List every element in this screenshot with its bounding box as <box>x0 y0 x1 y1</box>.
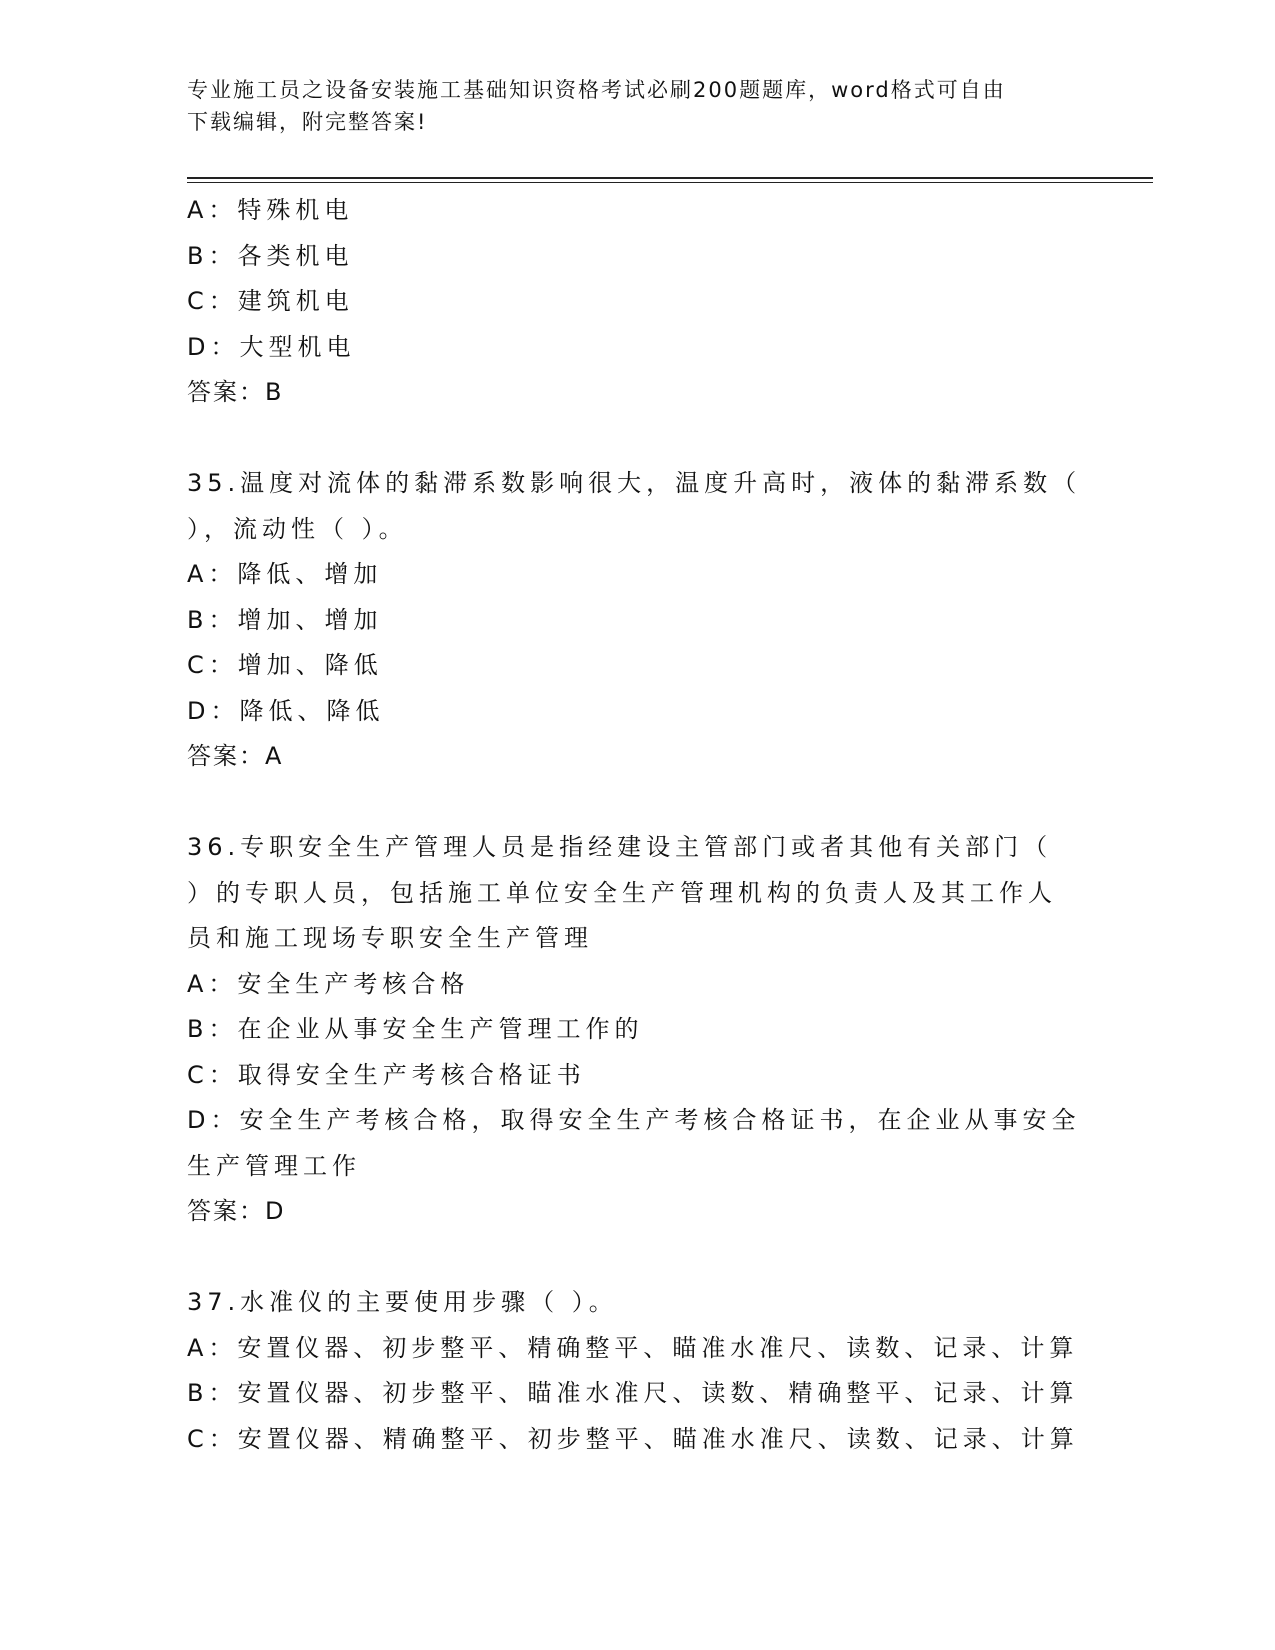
option-d: D：大型机电 <box>187 332 356 361</box>
spacer <box>187 416 1067 462</box>
option-a: A：特殊机电 <box>187 196 354 224</box>
question-stem-line: 36.专职安全生产管理人员是指经建设主管部门或者其他有关部门（ <box>187 833 1053 861</box>
header-divider-thick <box>187 177 1153 179</box>
option-d: D：降低、降低 <box>187 696 385 725</box>
option-b: B：增加、增加 <box>187 605 383 634</box>
option-c: C：安置仪器、精确整平、初步整平、瞄准水准尺、读数、记录、计算 <box>187 1424 1079 1453</box>
option-d-continued: 生产管理工作 <box>187 1151 361 1180</box>
answer-line: 答案：D <box>187 1197 286 1225</box>
option-b: B：安置仪器、初步整平、瞄准水准尺、读数、精确整平、记录、计算 <box>187 1379 1079 1407</box>
question-34 <box>187 188 1067 416</box>
spacer <box>187 1235 1067 1281</box>
question-stem-line: 员和施工现场专职安全生产管理 <box>187 924 593 952</box>
answer-line: 答案：A <box>187 742 284 770</box>
question-list <box>187 188 1082 1462</box>
option-a: A：安置仪器、初步整平、精确整平、瞄准水准尺、读数、记录、计算 <box>187 1333 1079 1362</box>
option-b: B：各类机电 <box>187 241 354 270</box>
question-36 <box>187 825 1081 1235</box>
answer-line: 答案：B <box>187 378 284 406</box>
option-b: B：在企业从事安全生产管理工作的 <box>187 1015 644 1043</box>
option-c: C：取得安全生产考核合格证书 <box>187 1060 586 1089</box>
question-stem-line: ），流动性（ ）。 <box>187 514 408 543</box>
question-stem-line: 35.温度对流体的黏滞系数影响很大，温度升高时，液体的黏滞系数（ <box>187 469 1082 497</box>
header-divider-thin <box>187 182 1153 183</box>
document-header <box>187 74 1067 138</box>
question-37 <box>187 1280 1079 1462</box>
header-line-2: 下载编辑，附完整答案! <box>187 110 428 134</box>
option-c: C：建筑机电 <box>187 287 354 315</box>
option-d: D：安全生产考核合格，取得安全生产考核合格证书，在企业从事安全 <box>187 1106 1081 1134</box>
header-line-1: 专业施工员之设备安装施工基础知识资格考试必刷200题题库，word格式可自由 <box>187 78 1006 102</box>
option-a: A：安全生产考核合格 <box>187 969 470 998</box>
spacer <box>187 780 1067 826</box>
question-stem-line: ）的专职人员，包括施工单位安全生产管理机构的负责人及其工作人 <box>187 878 1057 907</box>
option-c: C：增加、降低 <box>187 651 383 679</box>
option-a: A：降低、增加 <box>187 560 383 588</box>
question-stem-line: 37.水准仪的主要使用步骤（ ）。 <box>187 1288 618 1316</box>
question-35 <box>187 461 1082 780</box>
